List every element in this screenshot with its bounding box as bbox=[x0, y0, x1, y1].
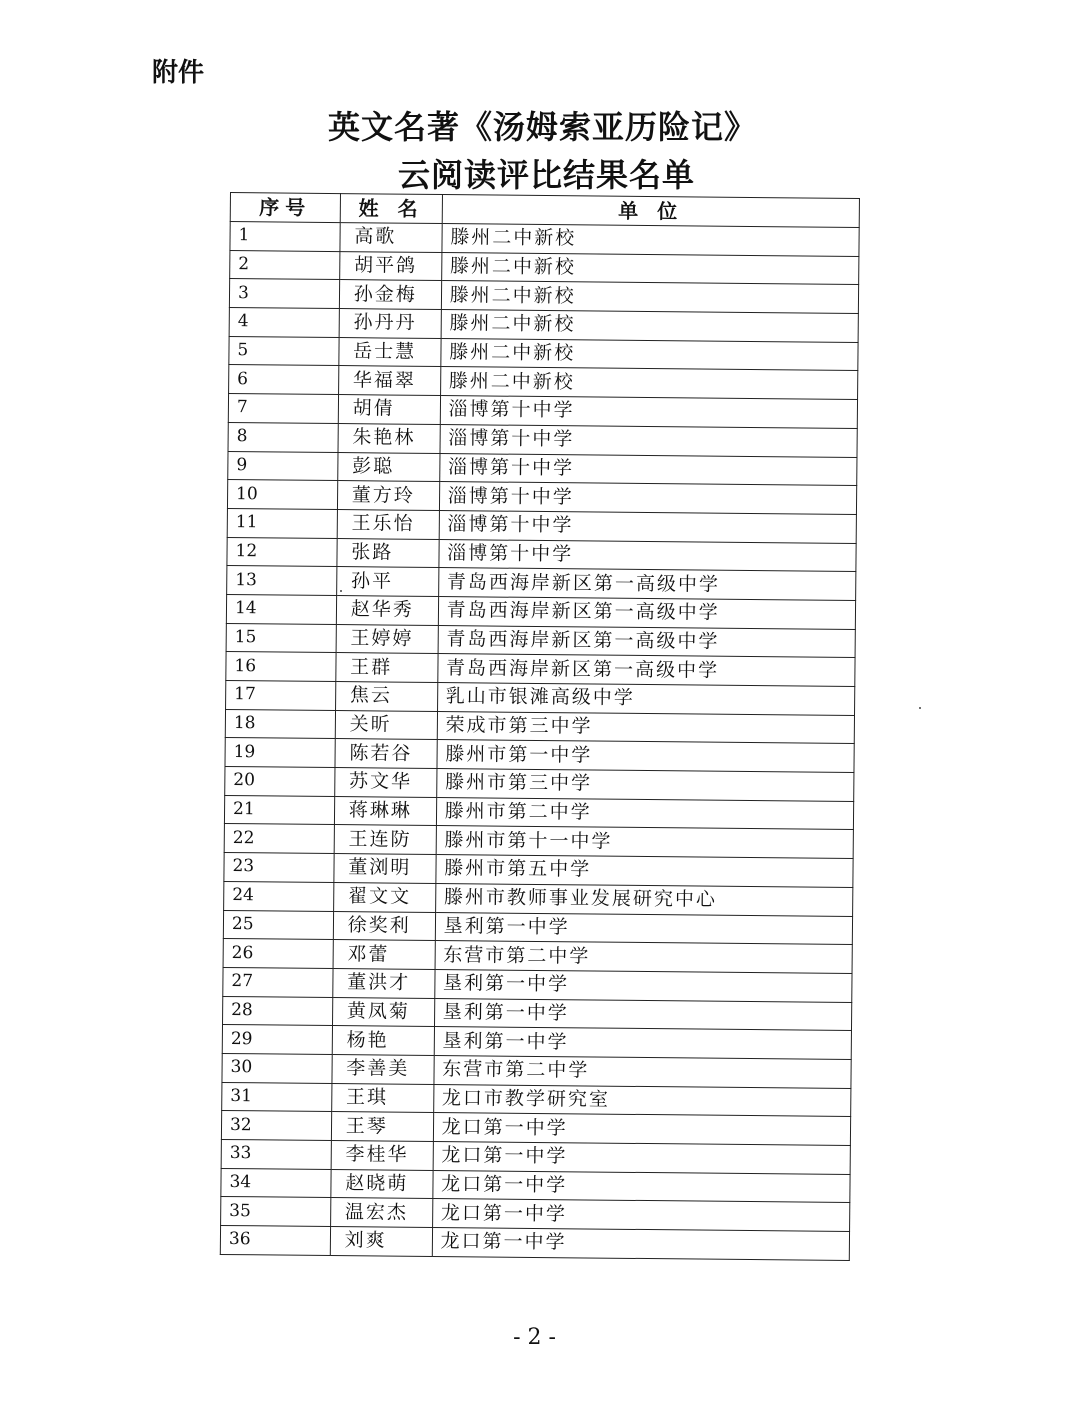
row-index: 26 bbox=[223, 939, 333, 969]
row-index: 8 bbox=[228, 422, 338, 452]
row-index: 29 bbox=[222, 1025, 332, 1055]
row-index: 5 bbox=[229, 336, 339, 366]
row-name: 蒋琳琳 bbox=[334, 796, 436, 826]
row-index: 10 bbox=[227, 480, 337, 510]
row-name: 赵华秀 bbox=[336, 595, 438, 625]
row-unit: 淄博第十中学 bbox=[439, 482, 857, 515]
row-name: 李善美 bbox=[332, 1054, 434, 1084]
row-name: 王琪 bbox=[331, 1083, 433, 1113]
row-index: 23 bbox=[224, 853, 334, 883]
row-name: 苏文华 bbox=[334, 768, 436, 798]
row-unit: 滕州市第三中学 bbox=[436, 769, 854, 802]
row-name: 岳士慧 bbox=[339, 337, 441, 367]
row-name: 黄凤菊 bbox=[332, 997, 434, 1027]
row-name: 焦云 bbox=[335, 682, 437, 712]
row-index: 27 bbox=[223, 967, 333, 997]
row-unit: 淄博第十中学 bbox=[440, 424, 858, 457]
document-title: 英文名著《汤姆索亚历险记》 bbox=[327, 108, 757, 146]
row-name: 胡平鸽 bbox=[339, 251, 441, 281]
row-name: 王乐怡 bbox=[337, 509, 439, 539]
row-unit: 滕州二中新校 bbox=[441, 338, 859, 371]
row-unit: 淄博第十中学 bbox=[439, 510, 857, 543]
row-name: 王连防 bbox=[334, 825, 436, 855]
row-index: 11 bbox=[227, 508, 337, 538]
row-name: 关昕 bbox=[335, 710, 437, 740]
row-name: 陈若谷 bbox=[335, 739, 437, 769]
row-index: 28 bbox=[223, 996, 333, 1026]
row-name: 孙金梅 bbox=[339, 280, 441, 310]
row-index: 2 bbox=[230, 250, 340, 280]
row-index: 31 bbox=[222, 1082, 332, 1112]
scan-speck bbox=[919, 707, 921, 709]
table-row bbox=[220, 1226, 849, 1261]
row-unit: 青岛西海岸新区第一高级中学 bbox=[438, 625, 856, 658]
row-unit: 滕州二中新校 bbox=[442, 224, 860, 257]
row-index: 34 bbox=[221, 1168, 331, 1198]
row-unit: 垦利第一中学 bbox=[435, 912, 853, 945]
row-index: 12 bbox=[227, 537, 337, 567]
row-unit: 滕州二中新校 bbox=[440, 367, 858, 400]
row-name: 刘爽 bbox=[330, 1227, 432, 1257]
row-name: 董洪才 bbox=[333, 968, 435, 998]
row-unit: 滕州市第十一中学 bbox=[436, 826, 854, 859]
row-unit: 淄博第十中学 bbox=[439, 539, 857, 572]
row-name: 胡倩 bbox=[338, 395, 440, 425]
row-index: 15 bbox=[226, 623, 336, 653]
row-unit: 乳山市银滩高级中学 bbox=[437, 683, 855, 716]
row-unit: 东营市第二中学 bbox=[435, 941, 853, 974]
row-unit: 淄博第十中学 bbox=[440, 396, 858, 429]
row-name: 王琴 bbox=[331, 1112, 433, 1142]
attachment-label: 附件 bbox=[152, 58, 205, 88]
row-index: 3 bbox=[229, 279, 339, 309]
row-name: 王群 bbox=[336, 653, 438, 683]
row-index: 7 bbox=[228, 394, 338, 424]
row-index: 22 bbox=[224, 824, 334, 854]
row-unit: 滕州市第五中学 bbox=[436, 855, 854, 888]
row-unit: 青岛西海岸新区第一高级中学 bbox=[438, 568, 856, 601]
row-unit: 龙口第一中学 bbox=[433, 1141, 851, 1174]
row-name: 翟文文 bbox=[333, 882, 435, 912]
header-name: 姓 名 bbox=[340, 194, 442, 224]
row-unit: 荣成市第三中学 bbox=[437, 711, 855, 744]
row-index: 1 bbox=[230, 222, 340, 252]
row-unit: 龙口市教学研究室 bbox=[433, 1084, 851, 1117]
row-name: 朱艳林 bbox=[338, 423, 440, 453]
row-unit: 东营市第二中学 bbox=[434, 1055, 852, 1088]
row-index: 9 bbox=[228, 451, 338, 481]
row-unit: 淄博第十中学 bbox=[439, 453, 857, 486]
row-unit: 滕州二中新校 bbox=[441, 310, 859, 343]
row-unit: 龙口第一中学 bbox=[432, 1199, 850, 1232]
row-unit: 垦利第一中学 bbox=[434, 1027, 852, 1060]
row-index: 30 bbox=[222, 1053, 332, 1083]
row-name: 赵晓萌 bbox=[331, 1169, 433, 1199]
row-name: 张路 bbox=[337, 538, 439, 568]
row-unit: 滕州市第一中学 bbox=[437, 740, 855, 773]
row-index: 25 bbox=[223, 910, 333, 940]
row-index: 18 bbox=[225, 709, 335, 739]
row-index: 14 bbox=[226, 594, 336, 624]
row-name: 李桂华 bbox=[331, 1141, 433, 1171]
row-unit: 青岛西海岸新区第一高级中学 bbox=[437, 654, 855, 687]
row-index: 21 bbox=[224, 795, 334, 825]
row-unit: 青岛西海岸新区第一高级中学 bbox=[438, 596, 856, 629]
row-unit: 龙口第一中学 bbox=[433, 1113, 851, 1146]
row-name: 徐奖利 bbox=[333, 911, 435, 941]
row-index: 35 bbox=[221, 1197, 331, 1227]
document-subtitle: 云阅读评比结果名单 bbox=[397, 156, 695, 194]
row-index: 16 bbox=[226, 652, 336, 682]
row-unit: 滕州市第二中学 bbox=[436, 797, 854, 830]
row-name: 王婷婷 bbox=[336, 624, 438, 654]
row-index: 4 bbox=[229, 308, 339, 338]
row-name: 孙丹丹 bbox=[339, 309, 441, 339]
row-name: 孙平 bbox=[336, 567, 438, 597]
row-index: 24 bbox=[224, 881, 334, 911]
header-unit: 单 位 bbox=[442, 195, 860, 228]
row-name: 高歌 bbox=[340, 223, 442, 253]
row-unit: 龙口第一中学 bbox=[433, 1170, 851, 1203]
row-unit: 滕州二中新校 bbox=[441, 252, 859, 285]
row-index: 33 bbox=[221, 1139, 331, 1169]
row-unit: 龙口第一中学 bbox=[432, 1228, 850, 1261]
header-index: 序号 bbox=[230, 193, 340, 223]
row-name: 董浏明 bbox=[334, 854, 436, 884]
row-name: 温宏杰 bbox=[330, 1198, 432, 1228]
row-unit: 滕州二中新校 bbox=[441, 281, 859, 314]
row-index: 36 bbox=[220, 1226, 330, 1256]
row-index: 13 bbox=[227, 566, 337, 596]
row-name: 彭聪 bbox=[337, 452, 439, 482]
row-index: 32 bbox=[221, 1111, 331, 1141]
row-name: 华福翠 bbox=[338, 366, 440, 396]
row-unit: 垦利第一中学 bbox=[434, 969, 852, 1002]
row-unit: 滕州市教师事业发展研究中心 bbox=[435, 883, 853, 916]
row-name: 杨艳 bbox=[332, 1026, 434, 1056]
row-name: 董方玲 bbox=[337, 481, 439, 511]
results-table bbox=[220, 192, 860, 1261]
row-index: 6 bbox=[229, 365, 339, 395]
row-index: 20 bbox=[225, 767, 335, 797]
row-unit: 垦利第一中学 bbox=[434, 998, 852, 1031]
page-number: - 2 - bbox=[513, 1325, 556, 1350]
row-index: 19 bbox=[225, 738, 335, 768]
row-index: 17 bbox=[226, 680, 336, 710]
row-name: 邓蕾 bbox=[333, 940, 435, 970]
scan-speck bbox=[340, 590, 342, 592]
